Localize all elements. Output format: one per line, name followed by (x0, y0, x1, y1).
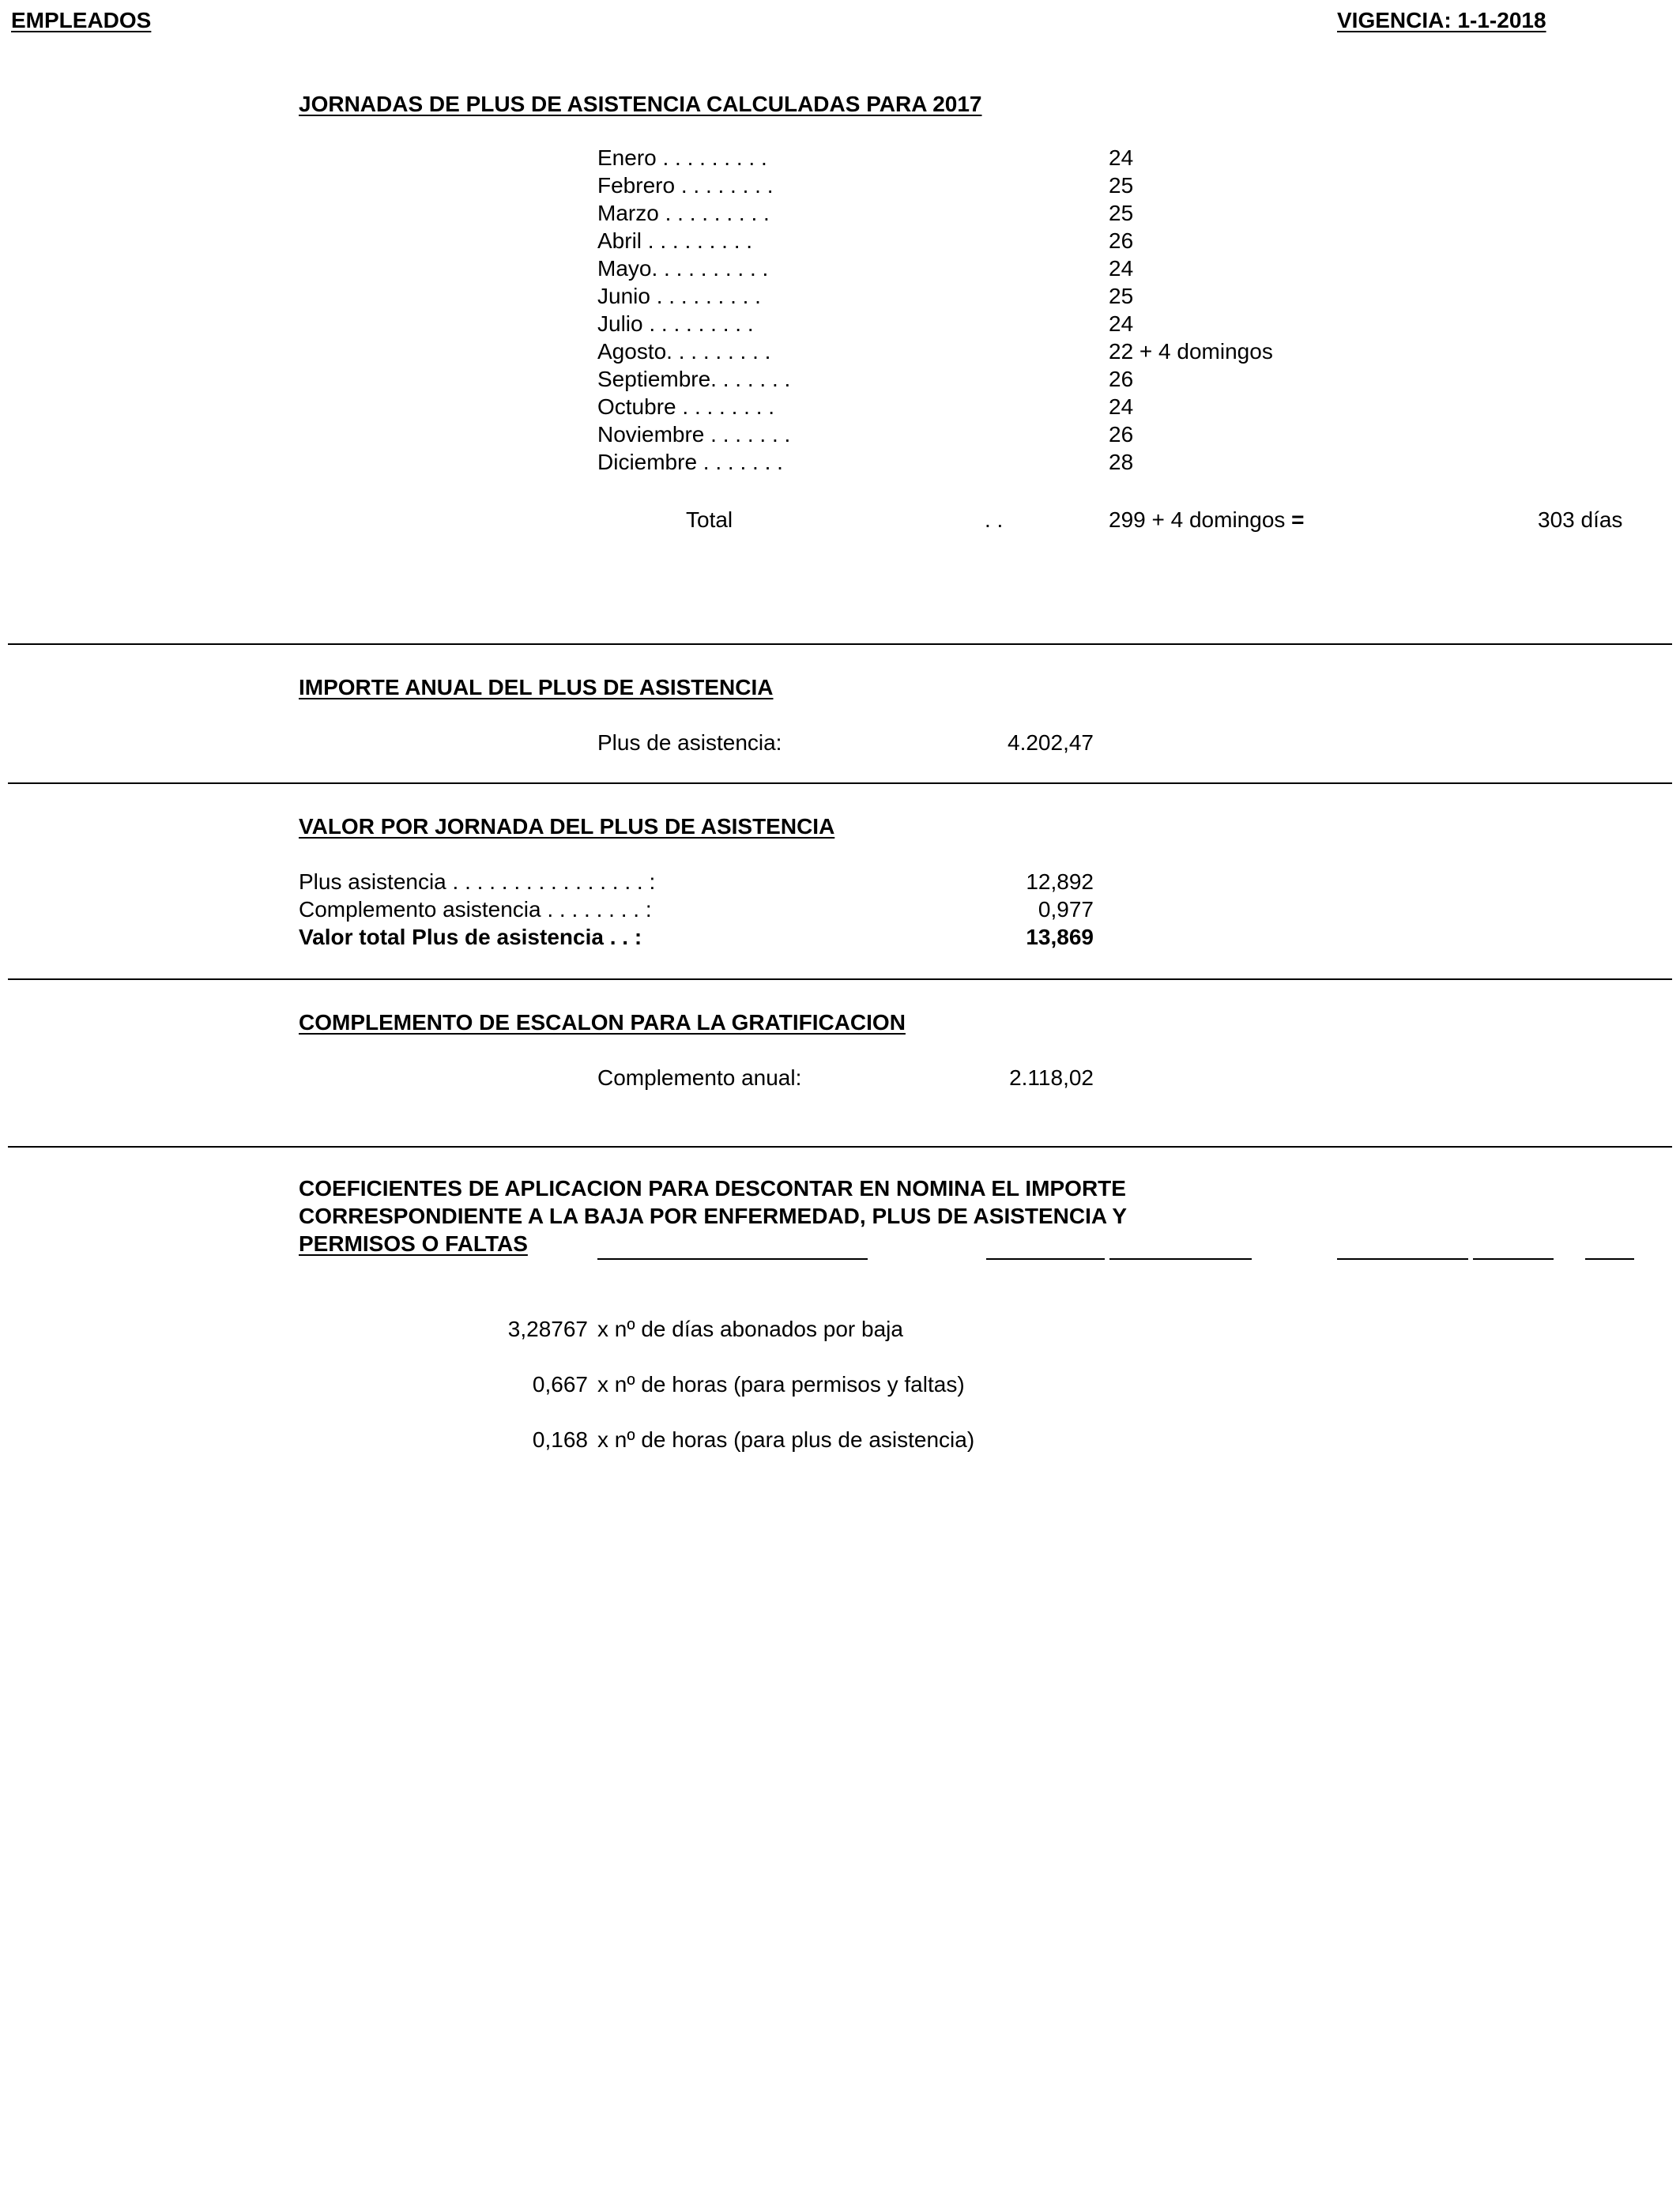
divider-3 (8, 978, 1672, 980)
blank-line-3 (1109, 1258, 1252, 1260)
blank-line-6 (1585, 1258, 1634, 1260)
total-label: Total (686, 507, 733, 532)
complemento-value: 2.118,02 (1009, 1065, 1094, 1090)
month-value: 24 (1109, 256, 1134, 281)
coef-row-2-label: x nº de horas (para permisos y faltas) (597, 1372, 965, 1397)
month-value: 24 (1109, 311, 1134, 336)
coef-row-1-label: x nº de días abonados por baja (597, 1317, 903, 1341)
header-left: EMPLEADOS (11, 8, 152, 32)
jornadas-title: JORNADAS DE PLUS DE ASISTENCIA CALCULADAS PARA 2017 (299, 92, 982, 116)
total-result-unit: días (1580, 507, 1623, 532)
month-value: 28 (1109, 450, 1134, 474)
month-value: 22 + 4 domingos (1109, 339, 1273, 364)
month-value: 26 (1109, 228, 1134, 253)
coef-row-3-value: 0,168 (532, 1427, 588, 1452)
valor-total-label: Valor total Plus de asistencia . . : (299, 925, 642, 949)
total-result-number: 303 (1538, 507, 1575, 532)
valor-row-complemento-value: 0,977 (1038, 897, 1094, 922)
month-label: Noviembre . . . . . . . (597, 422, 791, 447)
total-equals: = (1291, 507, 1305, 532)
month-value: 25 (1109, 284, 1134, 308)
valor-row-plus-label: Plus asistencia . . . . . . . . . . . . . . . . : (299, 869, 656, 894)
valor-total-value: 13,869 (1026, 925, 1094, 949)
importe-label: Plus de asistencia: (597, 730, 782, 755)
blank-line-2 (986, 1258, 1105, 1260)
month-value: 24 (1109, 394, 1134, 419)
month-label: Abril . . . . . . . . . (597, 228, 753, 253)
total-value (1109, 509, 1305, 531)
coeficientes-title-line-1: COEFICIENTES DE APLICACION PARA DESCONTAR EN NOMINA EL IMPORTE (299, 1176, 1126, 1201)
header-right: VIGENCIA: 1-1-2018 (1337, 8, 1546, 32)
month-label: Marzo . . . . . . . . . (597, 201, 770, 225)
divider-2 (8, 782, 1672, 784)
complemento-title: COMPLEMENTO DE ESCALON PARA LA GRATIFICACION (299, 1010, 906, 1035)
blank-line-5 (1473, 1258, 1554, 1260)
divider-4 (8, 1146, 1672, 1148)
total-value-text: 299 + 4 domingos (1109, 507, 1286, 532)
month-label: Septiembre. . . . . . . (597, 367, 791, 391)
importe-value: 4.202,47 (1008, 730, 1094, 755)
month-value: 25 (1109, 173, 1134, 198)
valor-row-complemento-label: Complemento asistencia . . . . . . . . : (299, 897, 652, 922)
coef-row-2-value: 0,667 (532, 1372, 588, 1397)
total-dots: . . (985, 507, 1004, 532)
coeficientes-title-line-2: CORRESPONDIENTE A LA BAJA POR ENFERMEDAD, PLUS DE ASISTENCIA Y (299, 1204, 1128, 1228)
month-value: 26 (1109, 367, 1134, 391)
month-label: Octubre . . . . . . . . (597, 394, 775, 419)
month-value: 24 (1109, 145, 1134, 170)
valor-row-plus-value: 12,892 (1026, 869, 1094, 894)
month-label: Agosto. . . . . . . . . (597, 339, 771, 364)
coef-row-3-label: x nº de horas (para plus de asistencia) (597, 1427, 975, 1452)
coeficientes-title-line-3: PERMISOS O FALTAS (299, 1231, 528, 1256)
month-label: Julio . . . . . . . . . (597, 311, 754, 336)
blank-line-4 (1337, 1258, 1468, 1260)
month-value: 26 (1109, 422, 1134, 447)
month-label: Diciembre . . . . . . . (597, 450, 783, 474)
month-label: Enero . . . . . . . . . (597, 145, 767, 170)
total-result (1538, 509, 1622, 531)
divider-1 (8, 643, 1672, 645)
valor-title: VALOR POR JORNADA DEL PLUS DE ASISTENCIA (299, 814, 835, 839)
blank-line-1 (597, 1258, 868, 1260)
complemento-label: Complemento anual: (597, 1065, 802, 1090)
coef-row-1-value: 3,28767 (507, 1317, 588, 1341)
month-label: Junio . . . . . . . . . (597, 284, 761, 308)
month-label: Febrero . . . . . . . . (597, 173, 774, 198)
month-label: Mayo. . . . . . . . . . (597, 256, 769, 281)
importe-title: IMPORTE ANUAL DEL PLUS DE ASISTENCIA (299, 675, 774, 699)
month-value: 25 (1109, 201, 1134, 225)
